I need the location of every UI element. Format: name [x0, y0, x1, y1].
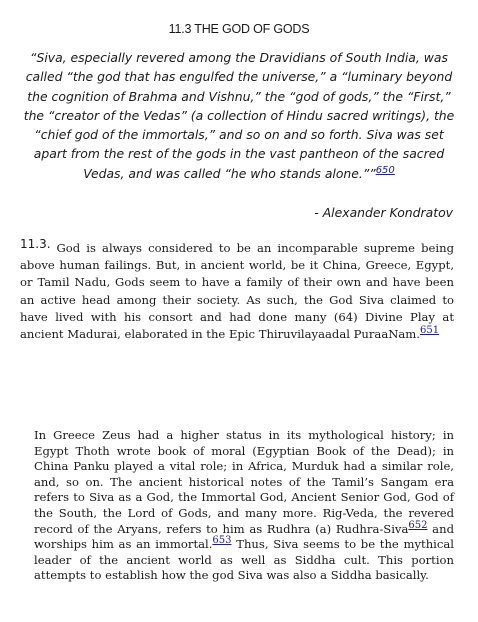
paragraph-text: God is always considered to be an incomparable supreme being above human failings. But, in ancient world, be it China, Greece, Egypt, or Tamil Nadu, Gods seem to have a family of their own and have been an active head among their society. As such, the God Siva claimed to have lived with his consort and had done many (64) Divine Play at ancient Madurai, elaborated in the Epic Thiruvilayaadal PuraaNam. [20, 241, 454, 342]
paragraph-number: 11.3. [20, 237, 51, 251]
epigraph-quote [22, 48, 456, 183]
footnote-link-653[interactable]: 653 [212, 535, 232, 547]
footnote-link-651[interactable]: 651 [420, 325, 440, 337]
body-paragraph [20, 237, 454, 343]
indented-block [34, 428, 454, 584]
quote-text: “Siva, especially revered among the Dravidians of South India, was called “the god that has engulfed the universe,” a “luminary beyond the cognition of Brahma and Vishnu,” the “god of gods,” the “First,” the “creator of the Vedas” (a collection of Hindu sacred writings), the “chief god of the immortals,” and so on and so forth. Siva was set apart from the rest of the gods in the vast pantheon of the sacred Vedas, and was called “he who stands alone.”” [23, 50, 455, 181]
footnote-link-652[interactable]: 652 [408, 519, 428, 531]
block-text-2: and worships him as an immortal. [34, 521, 454, 552]
block-text-1: In Greece Zeus had a higher status in its mythological history; in Egypt Thoth wrote book of moral (Egyptian Book of the Dead); in China Panku played a vital role; in Africa, Murduk had a similar role, and, so on. The ancient historical notes of the Tamil’s Sangam era refers to Siva as a God, the Immortal God, Ancient Senior God, God of the South, the Lord of Gods, and many more. Rig-Veda, the revered record of the Aryans, refers to him as Rudhra (a) Rudhra-Siva [34, 428, 454, 536]
footnote-link-650[interactable]: 650 [375, 164, 395, 176]
section-title: 11.3 THE GOD OF GODS [168, 22, 310, 36]
block-text-3: Thus, Siva seems to be the mythical leader of the ancient world as well as Siddha cult. This portion attempts to establish how the god Siva was also a Siddha basically. [34, 537, 454, 583]
quote-attribution: - Alexander Kondratov [314, 205, 453, 220]
